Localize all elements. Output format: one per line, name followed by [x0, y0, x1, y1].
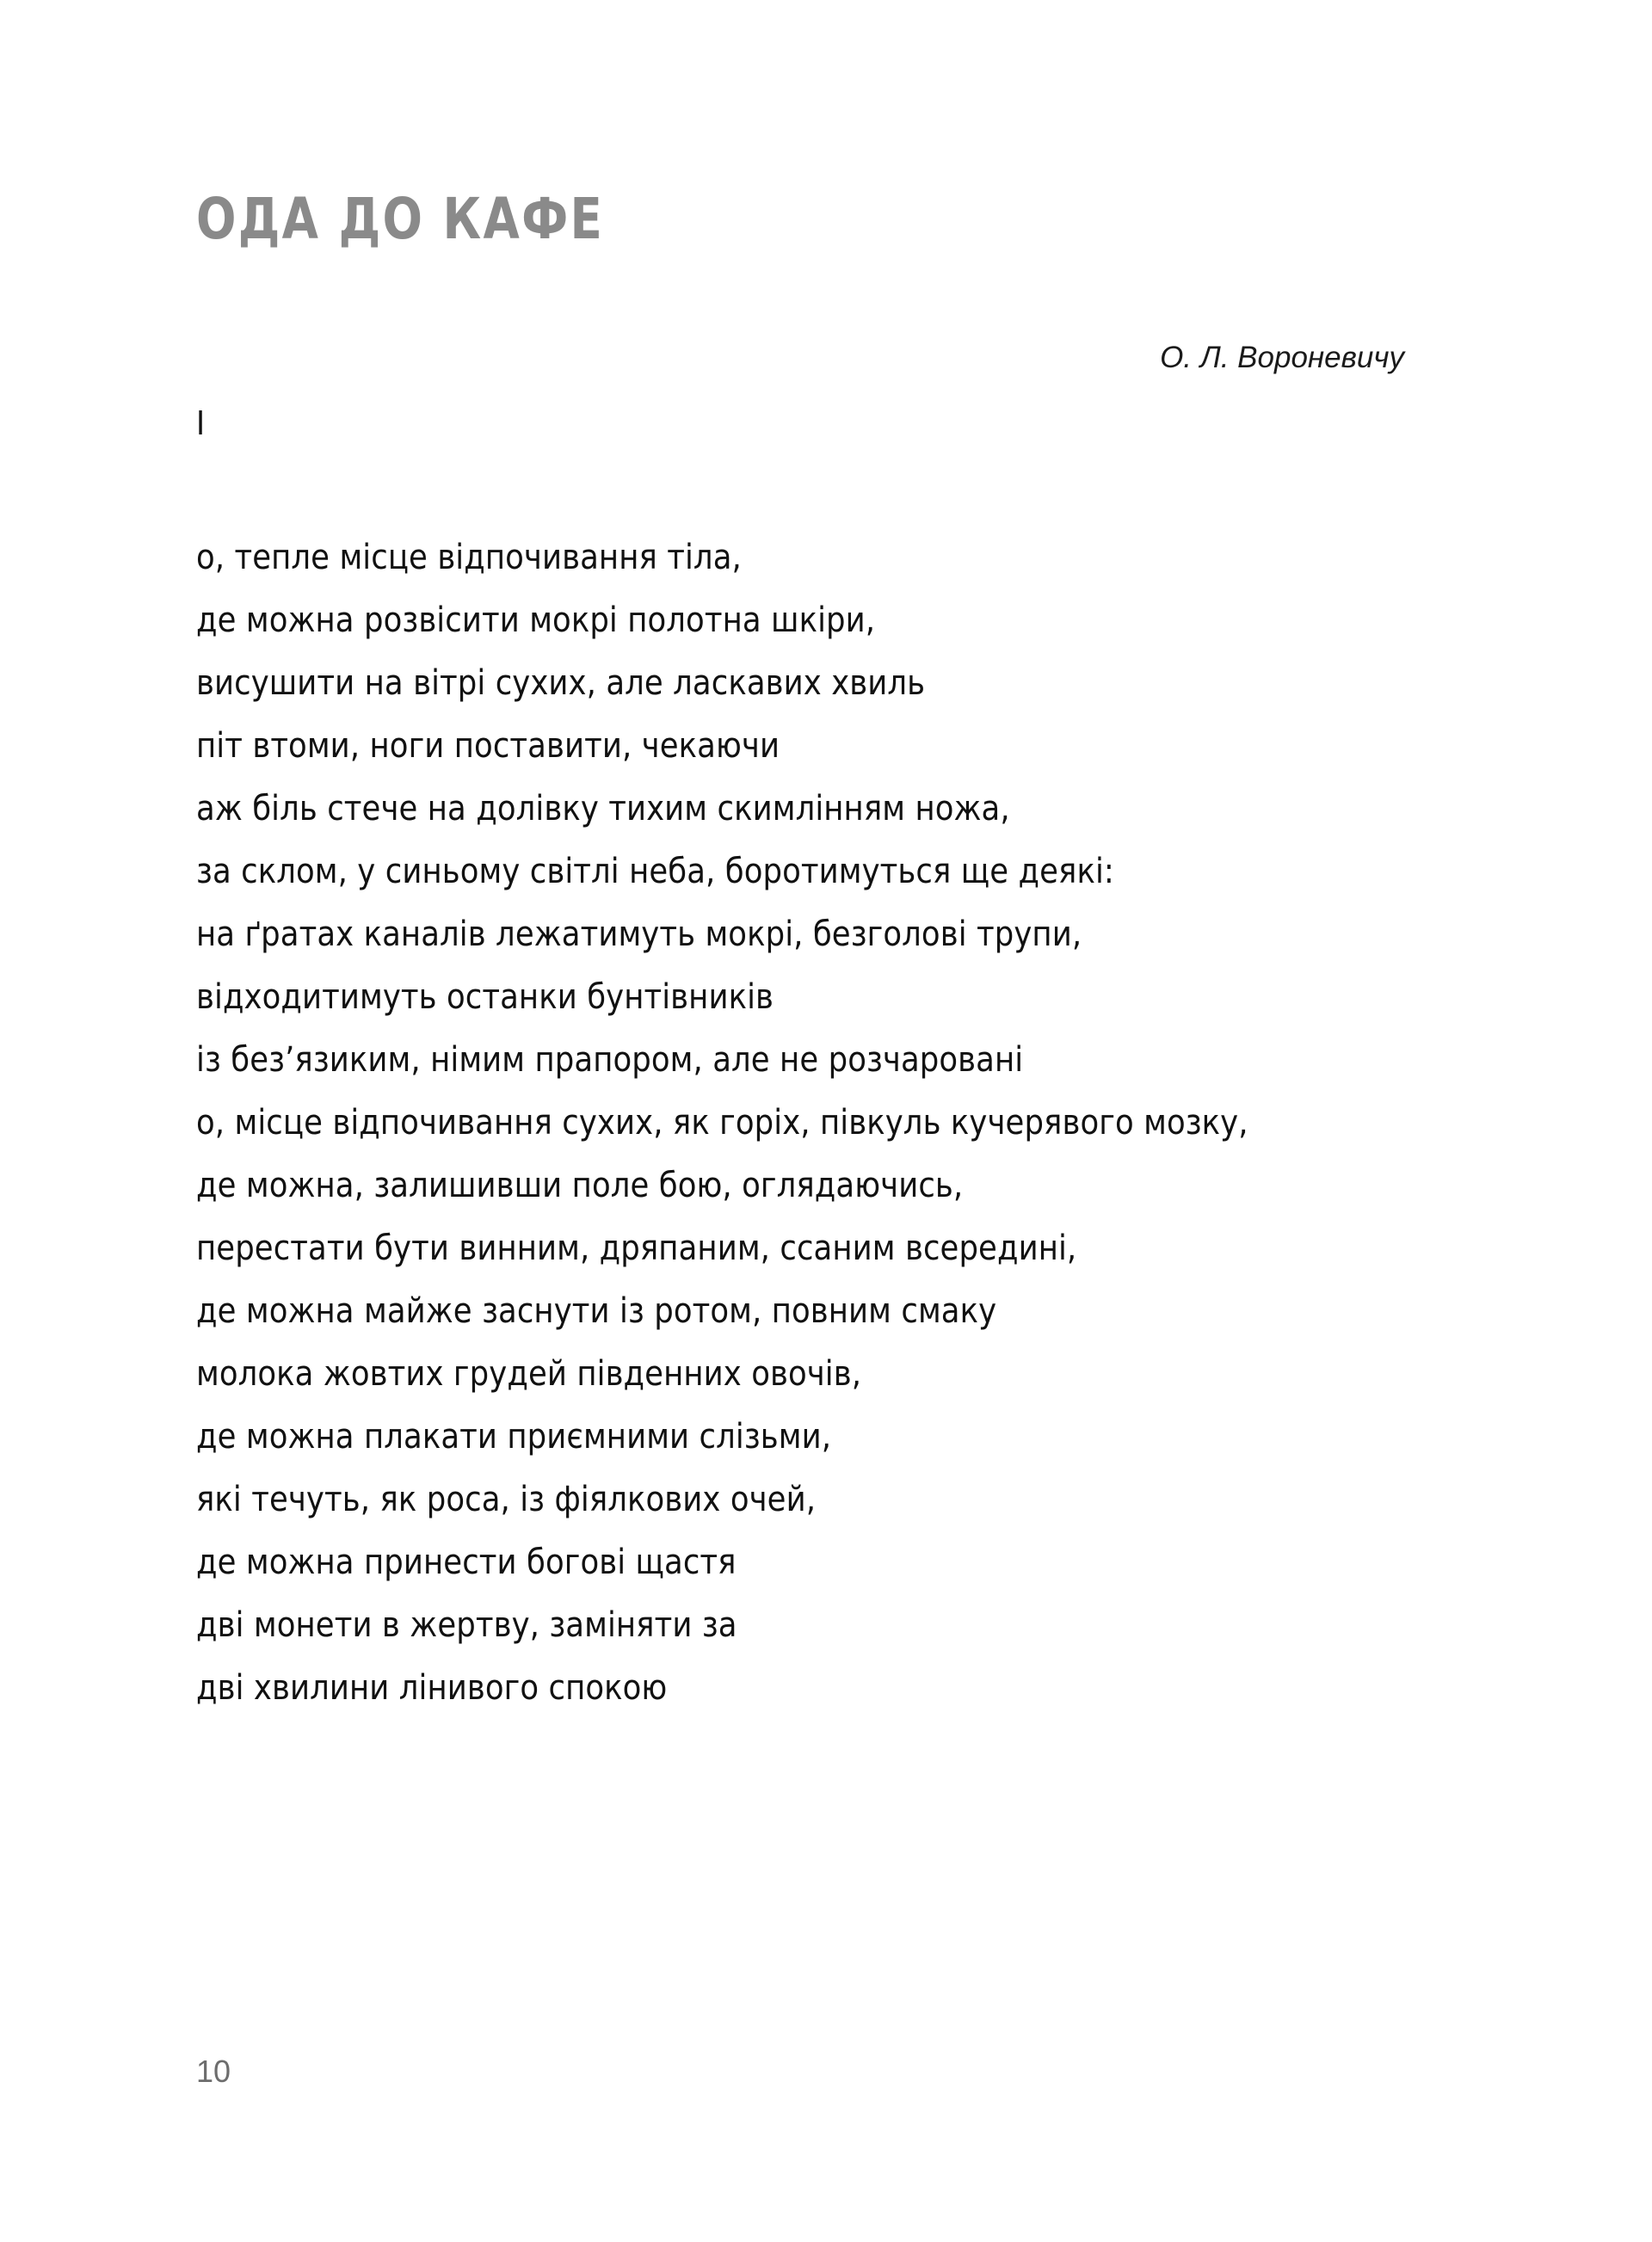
poem-line: на ґратах каналів лежатимуть мокрі, безголові трупи, [196, 915, 1082, 954]
poem-line: дві монети в жертву, заміняти за [196, 1605, 737, 1645]
poem-line: о, місце відпочивання сухих, як горіх, півкуль кучерявого мозку, [196, 1103, 1248, 1143]
poem-line: перестати бути винним, дряпаним, ссаним всередині, [196, 1229, 1077, 1268]
poem-body [196, 527, 1418, 1720]
poem-line: де можна плакати приємними слізьми, [196, 1417, 832, 1457]
poem-line: дві хвилини лінивого спокою [196, 1668, 668, 1708]
poem-line: за склом, у синьому світлі неба, боротимуться ще деякі: [196, 852, 1114, 891]
poem-line: із без’язиким, німим прапором, але не розчаровані [196, 1040, 1024, 1080]
poem-line: висушити на вітрі сухих, але ласкавих хвиль [196, 663, 926, 703]
poem-line: відходитимуть останки бунтівників [196, 977, 774, 1017]
poem-line: де можна розвісити мокрі полотна шкіри, [196, 601, 876, 640]
poem-line: де можна принести богові щастя [196, 1543, 737, 1582]
section-numeral: I [196, 404, 206, 442]
dedication-line: О. Л. Вороневичу [1160, 341, 1404, 374]
page-title: ОДА ДО КАФЕ [196, 186, 605, 252]
poem-line: де можна, залишивши поле бою, оглядаючись, [196, 1166, 964, 1205]
poem-line: які течуть, як роса, із фіялкових очей, [196, 1480, 817, 1519]
page-number: 10 [196, 2054, 231, 2089]
poem-line: де можна майже заснути із ротом, повним смаку [196, 1291, 997, 1331]
poem-line: о, тепле місце відпочивання тіла, [196, 538, 742, 577]
poem-line: піт втоми, ноги поставити, чекаючи [196, 726, 780, 766]
poem-line: молока жовтих грудей південних овочів, [196, 1354, 862, 1394]
poem-line: аж біль стече на долівку тихим скимлінням ножа, [196, 789, 1010, 828]
